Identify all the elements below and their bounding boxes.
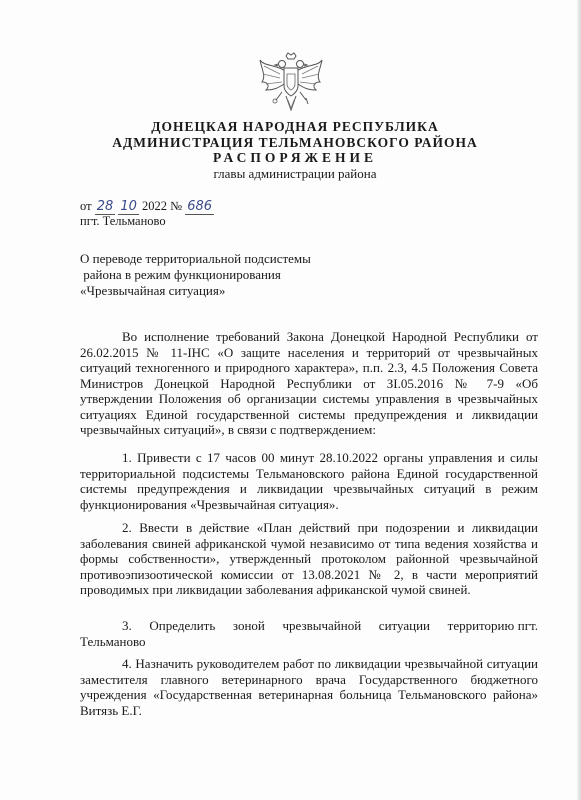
handwritten-day: 28 bbox=[96, 199, 114, 214]
date-prefix: от bbox=[80, 199, 92, 213]
coat-of-arms-eagle-icon bbox=[258, 52, 324, 114]
clause-3: 3. Определить зоной чрезвычайной ситуации территорию пгт. Тельманово bbox=[80, 618, 542, 649]
clause-1: 1. Привести с 17 часов 00 минут 28.10.2022 органы управления и силы территориальной подсистемы Тельмановского района Единой государственной системы предупреждения и ликвидации чрезвычайных ситуаций в режим функционирования «Чрезвычайная ситуация». bbox=[80, 450, 538, 512]
header-administration: АДМИНИСТРАЦИЯ ТЕЛЬМАНОВСКОГО РАЙОНА bbox=[112, 135, 478, 150]
order-date-line bbox=[80, 199, 214, 214]
scan-edge-shadow bbox=[577, 0, 581, 800]
clause-4: 4. Назначить руководителем работ по ликвидации чрезвычайной ситуации заместителя главного ветеринарного врача Государственного бюджетного учреждения «Государственная ветеринарная больница Тельмановского района» Витязь Е.Г. bbox=[80, 656, 538, 718]
header-republic: ДОНЕЦКАЯ НАРОДНАЯ РЕСПУБЛИКА bbox=[151, 119, 439, 134]
header-issuer: главы администрации района bbox=[213, 166, 377, 181]
handwritten-order-number: 686 bbox=[187, 199, 213, 214]
place-of-issue: пгт. Тельманово bbox=[80, 214, 166, 228]
header-order-type: РАСПОРЯЖЕНИЕ bbox=[212, 150, 378, 165]
order-year: 2022 bbox=[142, 199, 168, 213]
preamble-paragraph: Во исполнение требований Закона Донецкой Народной Республики от 26.02.2015 № 11-IНС «О защите населения и территорий от чрезвычайных ситуаций техногенного и природного характера», п.п. 2.3, 4.5 Положения Совета Министров Донецкой Народной Республики от ЗI.05.2016 № 7-9 «Об утверждении Положения об организации системы управления в чрезвычайных ситуациях Единой государственной системы предупреждения и ликвидации чрезвычайных ситуаций», в связи с подтверждением: bbox=[80, 329, 538, 437]
number-sign: № bbox=[170, 199, 183, 213]
order-subject: О переводе территориальной подсистемы района в режим функционирования «Чрезвычайная ситуация» bbox=[80, 251, 311, 298]
clause-2: 2. Ввести в действие «План действий при подозрении и ликвидации заболевания свиней африканской чумой независимо от типа ведения хозяйства и формы собственности», утвержденный протоколом районной чрезвычайной противоэпизоотической комиссии от 13.08.2021 № 2, в части мероприятий проводимых при ликвидации заболевания африканской чумой свиней. bbox=[80, 520, 538, 597]
handwritten-month: 10 bbox=[120, 199, 137, 214]
